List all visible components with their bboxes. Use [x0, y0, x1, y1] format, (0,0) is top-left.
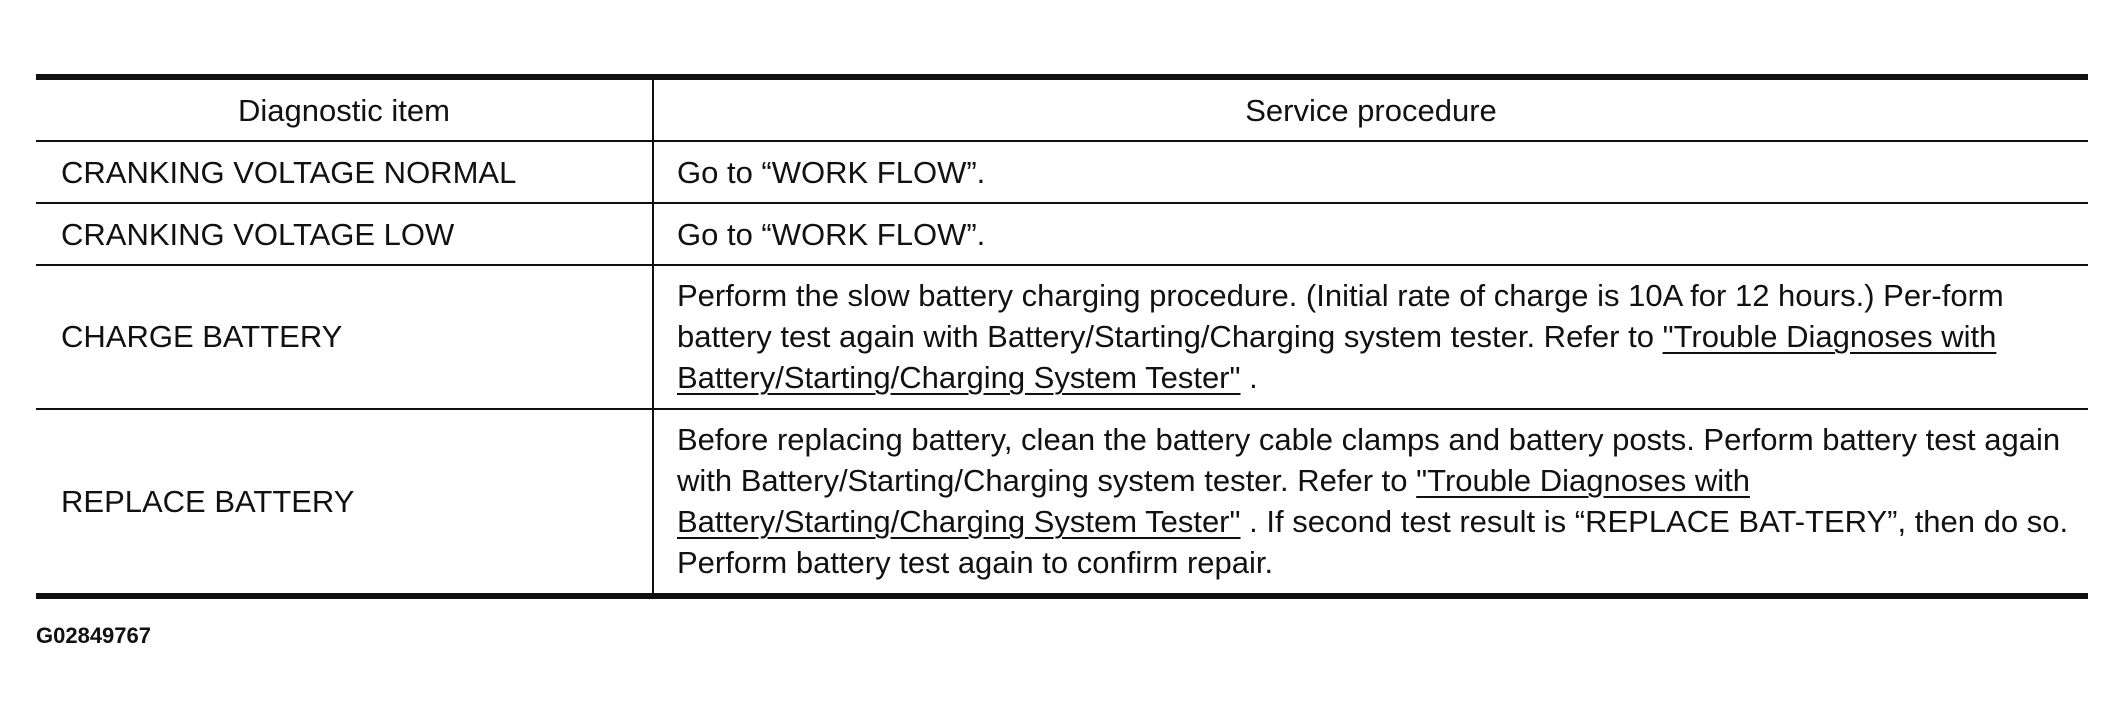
diagnostic-item-cell: CRANKING VOLTAGE LOW [36, 203, 653, 265]
procedure-text: Perform the slow battery charging procedure. (Initial rate of charge is 10A for 12 hours.) Per-form battery test again with Battery/Starting/Charging system tester. Refer to [677, 278, 2004, 354]
trouble-diagnoses-link[interactable]: "Trouble Diagnoses with Battery/Starting/Charging System Tester" [677, 463, 1750, 539]
procedure-text-end: . If second test result is “REPLACE BAT-TERY”, then do so. Perform battery test again to confirm repair. [677, 504, 2069, 580]
header-service-procedure: Service procedure [1245, 92, 1497, 128]
table-row [36, 141, 2088, 203]
table-row [36, 265, 2088, 409]
procedure-text: Before replacing battery, clean the battery cable clamps and battery posts. Perform battery test again with Battery/Starting/Charging system tester. Refer to [677, 422, 2061, 498]
service-procedure-cell: Go to “WORK FLOW”. [653, 141, 2088, 203]
diagnostic-table [36, 74, 2088, 599]
header-diagnostic-item: Diagnostic item [36, 77, 653, 141]
procedure-text-end: . [1240, 360, 1258, 395]
service-procedure-cell [653, 265, 2088, 409]
figure-id: G02849767 [36, 623, 151, 648]
table-row [36, 409, 2088, 596]
diagnostic-item-cell: CRANKING VOLTAGE NORMAL [36, 141, 653, 203]
table-header-row [36, 77, 2088, 141]
trouble-diagnoses-link[interactable]: "Trouble Diagnoses with Battery/Starting/Charging System Tester" [677, 319, 1997, 395]
diagnostic-item-cell: REPLACE BATTERY [36, 409, 653, 596]
diagnostic-item-cell: CHARGE BATTERY [36, 265, 653, 409]
service-procedure-cell: Go to “WORK FLOW”. [653, 203, 2088, 265]
service-procedure-cell [653, 409, 2088, 596]
table-row [36, 203, 2088, 265]
diagnostic-table-container [36, 74, 2088, 599]
